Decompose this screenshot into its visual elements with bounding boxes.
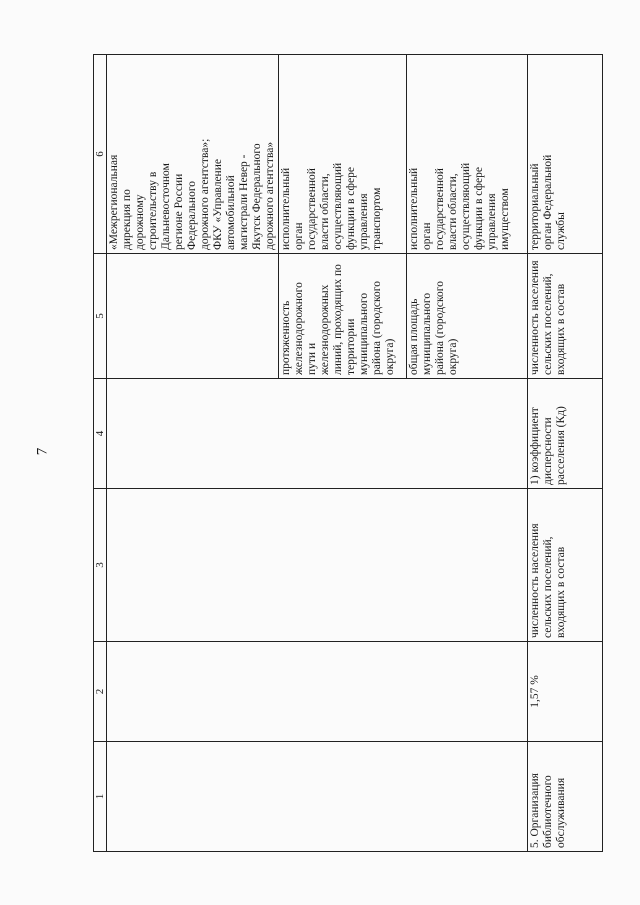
rotated-table-sheet bbox=[93, 55, 603, 852]
table-row bbox=[528, 55, 603, 852]
indicator-text: численность населения сельских поселений, входящих в состав bbox=[529, 523, 567, 638]
table-cell bbox=[528, 489, 603, 642]
table-cell bbox=[528, 254, 603, 379]
weight-percent-text: 1,57 % bbox=[529, 675, 541, 708]
column-number: 2 bbox=[94, 642, 107, 742]
column-number: 4 bbox=[94, 379, 107, 489]
coefficient-text: 1) коэффициент дисперсности расселения (Кд) bbox=[529, 406, 567, 485]
responsible-body-text: территориальный орган Федеральной службы bbox=[529, 154, 567, 250]
rotated-table-container bbox=[93, 55, 603, 852]
column-number: 6 bbox=[94, 55, 107, 254]
service-name-text: 5. Организация библиотечного обслуживания bbox=[529, 773, 567, 848]
table-row bbox=[107, 55, 279, 852]
table-cell bbox=[279, 254, 407, 379]
table-cell bbox=[407, 55, 528, 254]
table-cell bbox=[528, 642, 603, 742]
responsible-body-text: «Межрегиональная дирекция по дорожному строительству в Дальневосточном регионе России Федерального дорожного агентства»; ФКУ «Управление автомобильной магистрали Невер - Якутск Федерального дорожного агентства» bbox=[108, 138, 276, 250]
responsible-body-text: исполнительный орган государственной власти области, осуществляющий функции в сфере управления имуществом bbox=[408, 162, 511, 250]
responsible-body-text: исполнительный орган государственной власти области, осуществляющий функции в сфере управления транспортом bbox=[280, 162, 383, 250]
distribution-table bbox=[93, 54, 603, 852]
column-number: 1 bbox=[94, 742, 107, 852]
indicator-text: общая площадь муниципального района (городского округа) bbox=[408, 281, 459, 375]
column-number: 3 bbox=[94, 489, 107, 642]
table-cell bbox=[279, 55, 407, 254]
indicator-text: протяженность железнодорожного пути и железнодорожных линий, проходящих по территории муниципального района (городского округа) bbox=[280, 264, 396, 375]
table-cell bbox=[407, 254, 528, 379]
column-number: 5 bbox=[94, 254, 107, 379]
page-number: 7 bbox=[34, 447, 51, 456]
table-cell bbox=[528, 379, 603, 489]
table-cell bbox=[528, 55, 603, 254]
indicator-text: численность населения сельских поселений, входящих в состав bbox=[529, 260, 567, 375]
table-cell bbox=[107, 55, 279, 254]
column-number-row bbox=[94, 55, 107, 852]
table-cell bbox=[528, 742, 603, 852]
